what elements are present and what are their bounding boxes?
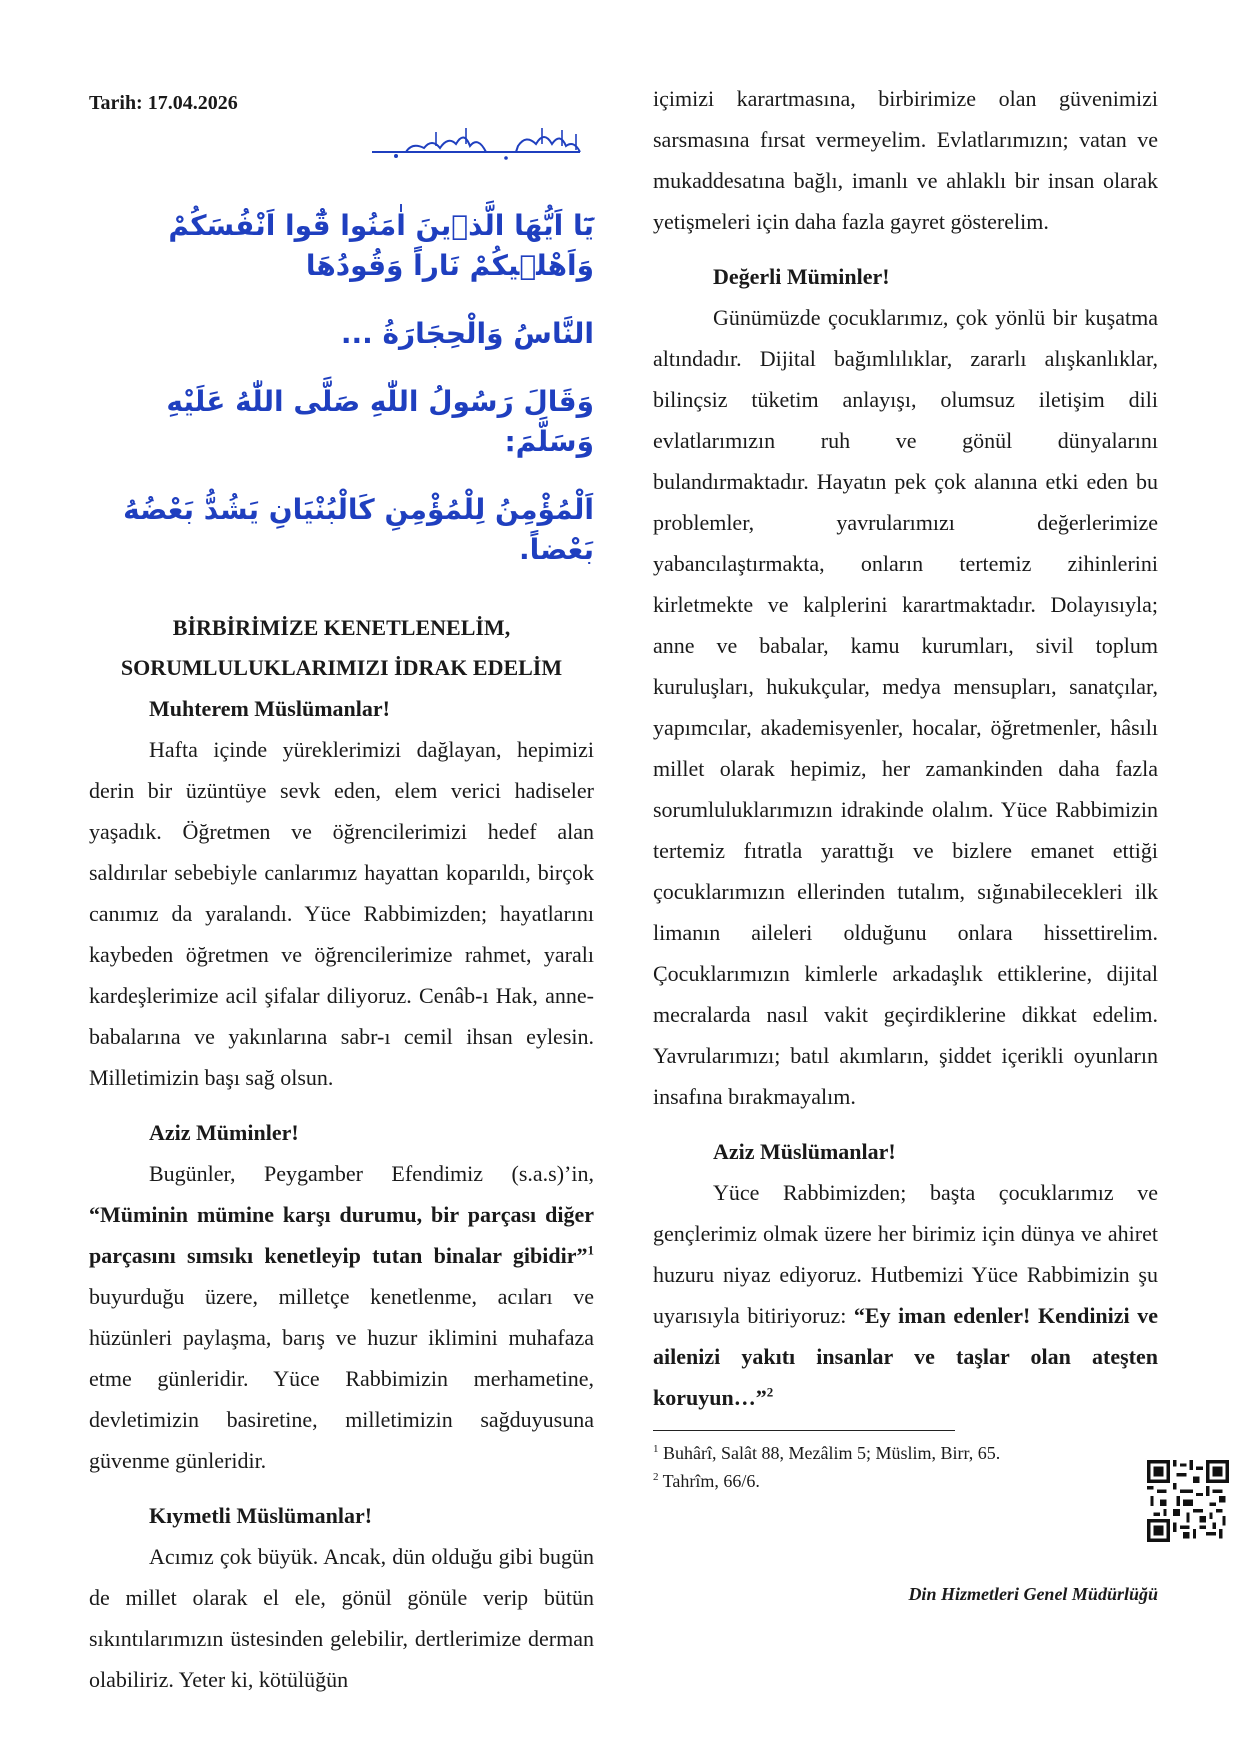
footnote-text: Buhârî, Salât 88, Mezâlim 5; Müslim, Birr, 65. — [658, 1443, 1001, 1463]
verse-line-2: النَّاسُ وَالْحِجَارَةُ ... — [340, 317, 594, 350]
paragraph-text: buyurduğu üzere, milletçe kenetlenme, acıları ve hüzünleri paylaşma, barış ve huzur iklimini muhafaza etme günleridir. Yüce Rabbimizin merhametine, devletimizin basiretine, milletimizin sağduyusuna güvenme günleridir. — [89, 1284, 594, 1473]
section-heading: Aziz Müslümanlar! — [713, 1139, 896, 1164]
title-line-1: BİRBİRİMİZE KENETLENELİM, — [172, 615, 511, 640]
sermon-title — [89, 608, 594, 688]
date-label: Tarih: 17.04.2026 — [89, 92, 238, 114]
hadith-intro: وَقَالَ رَسُولُ اللّٰهِ صَلَّى اللّٰهُ عَلَيْهِ وَسَلَّمَ: — [166, 385, 594, 458]
left-column — [89, 78, 594, 1700]
hadith-text: اَلْمُؤْمِنُ لِلْمُؤْمِنِ كَالْبُنْيَانِ يَشُدُّ بَعْضُهُ بَعْضاً. — [123, 493, 594, 566]
paragraph-text: Bugünler, Peygamber Efendimiz (s.a.s)’in, — [149, 1161, 594, 1186]
basmala-icon — [366, 122, 586, 162]
footnote-divider — [653, 1430, 955, 1431]
footnote-ref: 1 — [587, 1242, 594, 1258]
paragraph-text: Yüce Rabbimizden; başta çocuklarımız ve gençlerimiz olmak üzere her birimiz için dünya ve ahiret huzuru niyaz ediyoruz. Hutbemizi Yüce Rabbimizin şu uyarısıyla bitiriyoruz: — [653, 1180, 1158, 1328]
footnote-text: Tahrîm, 66/6. — [658, 1471, 760, 1491]
footnote-2 — [653, 1467, 1073, 1495]
paragraph: Günümüzde çocuklarımız, çok yönlü bir kuşatma altındadır. Dijital bağımlılıklar, zararlı alışkanlıklar, bilinçsiz tüketim anlayışı, olumsuz iletişim dili evlatlarımızın ruh ve gönül dünyalarını bulandırmaktadır. Hayatın pek çok alanına etki eden bu problemler, yavrularımızı değerlerimize yabancılaştırmakta, onların tertemiz zihinlerini kirletmekte ve kalplerini karartmaktadır. Dolayısıyla; anne ve babalar, kamu kurumları, sivil toplum kuruluşları, hukukçular, medya mensupları, sanatçılar, yapımcılar, akademisyenler, hocalar, öğretmenler, hâsılı millet olarak hepimiz, her zamankinden daha fazla sorumluluklarımızın idrakinde olalım. Yüce Rabbimizin tertemiz fıtratla yarattığı ve bizlere emanet ettiği çocuklarımızın ellerinden tutalım, sığınabilecekleri ilk limanın aileleri olduğunu onlara hissettirelim. Çocuklarımızın kimlerle arkadaşlık ettiklerine, dijital mecralarda nasıl vakit geçirdiklerine dikkat edelim. Yavrularımızı; batıl akımların, şiddet içerikli oyunların insafına bırakmayalım. — [653, 305, 1158, 1109]
hadith-quote: “Müminin mümine karşı durumu, bir parçası diğer parçasını sımsıkı kenetleyip tutan binalar gibidir” — [89, 1202, 594, 1268]
footnote-1 — [653, 1439, 1073, 1467]
footnote-ref: 2 — [766, 1384, 774, 1400]
footnote-number: 2 — [653, 1471, 659, 1483]
paragraph: Hafta içinde yüreklerimizi dağlayan, hepimizi derin bir üzüntüye sevk eden, elem verici hadiseler yaşadık. Öğretmen ve öğrencilerimizi hedef alan saldırılar sebebiyle canlarımız hayattan koparıldı, birçok canımız da yaralandı. Yüce Rabbimizden; hayatlarını kaybeden öğretmen ve öğrencilerimize rahmet, yaralı kardeşlerimize acil şifalar diliyoruz. Cenâb-ı Hak, anne-babalarına ve yakınlarına sabr-ı cemil ihsan eylesin. Milletimizin başı sağ olsun. — [89, 737, 594, 1090]
qr-code-icon[interactable] — [1147, 1460, 1229, 1542]
paragraph-continued: içimizi karartmasına, birbirimize olan güvenimizi sarsmasına fırsat vermeyelim. Evlatlarımızın; vatan ve mukaddesatına bağlı, imanlı ve ahlaklı bir insan olarak yetişmeleri için daha fazla gayret gösterelim. — [653, 86, 1158, 234]
signature-authority: Din Hizmetleri Genel Müdürlüğü — [908, 1584, 1158, 1604]
section-heading: Muhterem Müslümanlar! — [149, 696, 390, 721]
paragraph: Acımız çok büyük. Ancak, dün olduğu gibi bugün de millet olarak el ele, gönül gönüle verip bütün sıkıntılarımızın üstesinden gelebilir, dertlerimize derman olabiliriz. Yeter ki, kötülüğün — [89, 1544, 594, 1692]
section-heading: Aziz Müminler! — [149, 1120, 299, 1145]
verse-quote: “Ey iman edenler! Kendinizi ve ailenizi yakıtı insanlar ve taşlar olan ateşten koruyun…” — [653, 1303, 1159, 1410]
paragraph-hadith — [89, 1153, 594, 1481]
right-column — [653, 78, 1158, 1495]
paragraph-closing — [653, 1172, 1158, 1418]
footnotes — [653, 1439, 1073, 1495]
basmala-calligraphy — [89, 122, 586, 162]
section-heading: Kıymetli Müslümanlar! — [149, 1503, 373, 1528]
section-heading: Değerli Müminler! — [713, 264, 890, 289]
footnote-number: 1 — [653, 1443, 659, 1455]
title-line-2: SORUMLULUKLARIMIZI İDRAK EDELİM — [120, 655, 563, 680]
verse-line-1: يَٓا اَيُّهَا الَّذ۪ينَ اٰمَنُوا قُٓوا اَنْفُسَكُمْ وَاَهْل۪يكُمْ نَاراً وَقُودُهَا — [168, 209, 594, 282]
